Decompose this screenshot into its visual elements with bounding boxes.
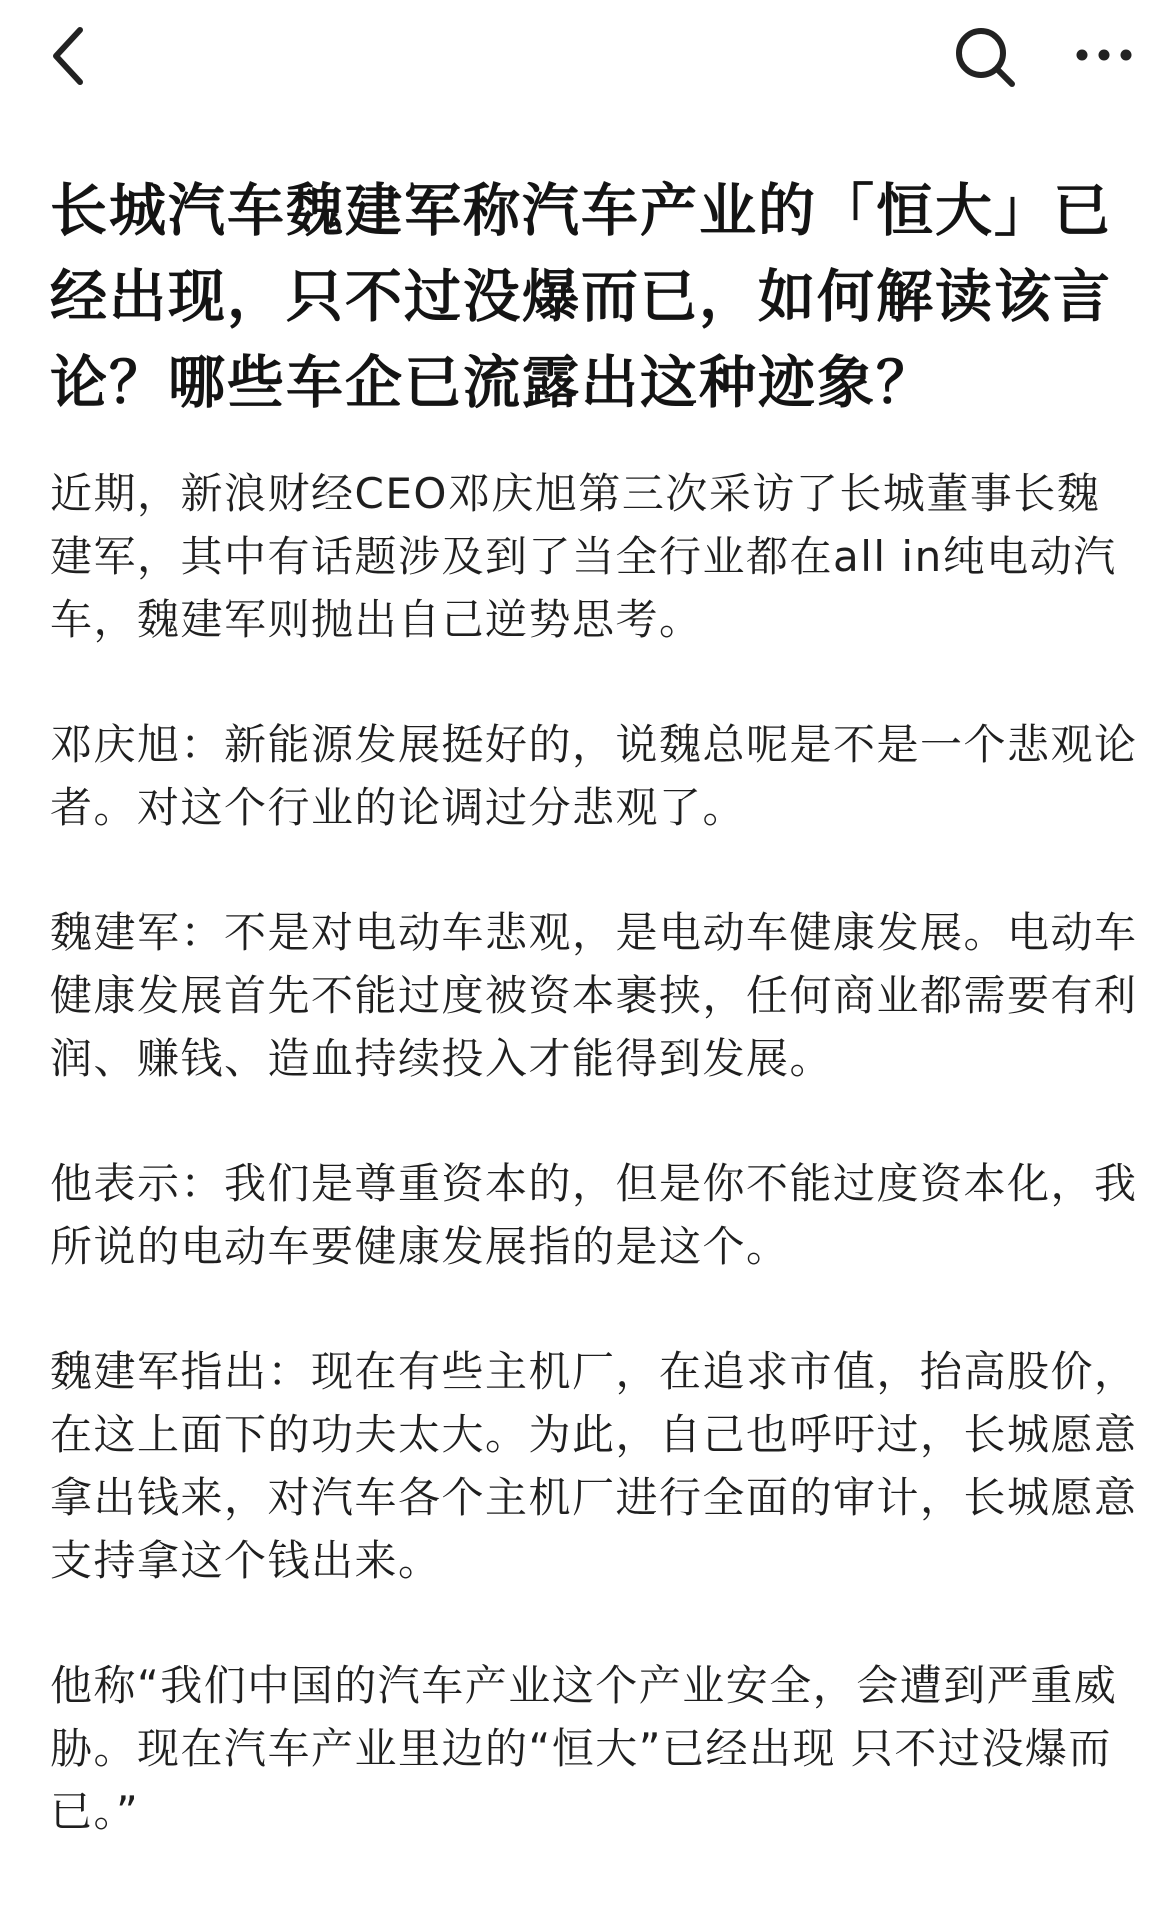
search-icon [952,24,1018,90]
more-horizontal-icon [1074,30,1134,80]
article-paragraph: 他表示：我们是尊重资本的，但是你不能过度资本化，我所说的电动车要健康发展指的是这个。 [50,1159,1138,1271]
article-paragraph: 近期，新浪财经CEO邓庆旭第三次采访了长城董事长魏建军，其中有话题涉及到了当全行业都在all in纯电动汽车，魏建军则抛出自己逆势思考。 [50,469,1117,644]
article-paragraph: 邓庆旭：新能源发展挺好的，说魏总呢是不是一个悲观论者。对这个行业的论调过分悲观了。 [50,720,1138,832]
top-navigation-bar [0,0,1173,115]
article-body [50,462,1140,1905]
search-button[interactable] [952,24,1018,90]
more-button[interactable] [1074,30,1134,80]
article-title: 长城汽车魏建军称汽车产业的「恒大」已经出现，只不过没爆而已，如何解读该言论？哪些车企已流露出这种迹象？ [50,178,1112,416]
article-paragraph: 魏建军：不是对电动车悲观，是电动车健康发展。电动车健康发展首先不能过度被资本裹挟，任何商业都需要有利润、赚钱、造血持续投入才能得到发展。 [50,908,1138,1083]
chevron-left-icon [44,22,100,90]
article-paragraph: 魏建军指出：现在有些主机厂，在追求市值，抬高股价，在这上面下的功夫太大。为此，自己也呼吁过，长城愿意拿出钱来，对汽车各个主机厂进行全面的审计，长城愿意支持拿这个钱出来。 [50,1347,1138,1585]
back-button[interactable] [44,22,100,90]
article-paragraph: 他称“我们中国的汽车产业这个产业安全，会遭到严重威胁。现在汽车产业里边的“恒大”已经出现 只不过没爆而已。” [50,1661,1118,1836]
